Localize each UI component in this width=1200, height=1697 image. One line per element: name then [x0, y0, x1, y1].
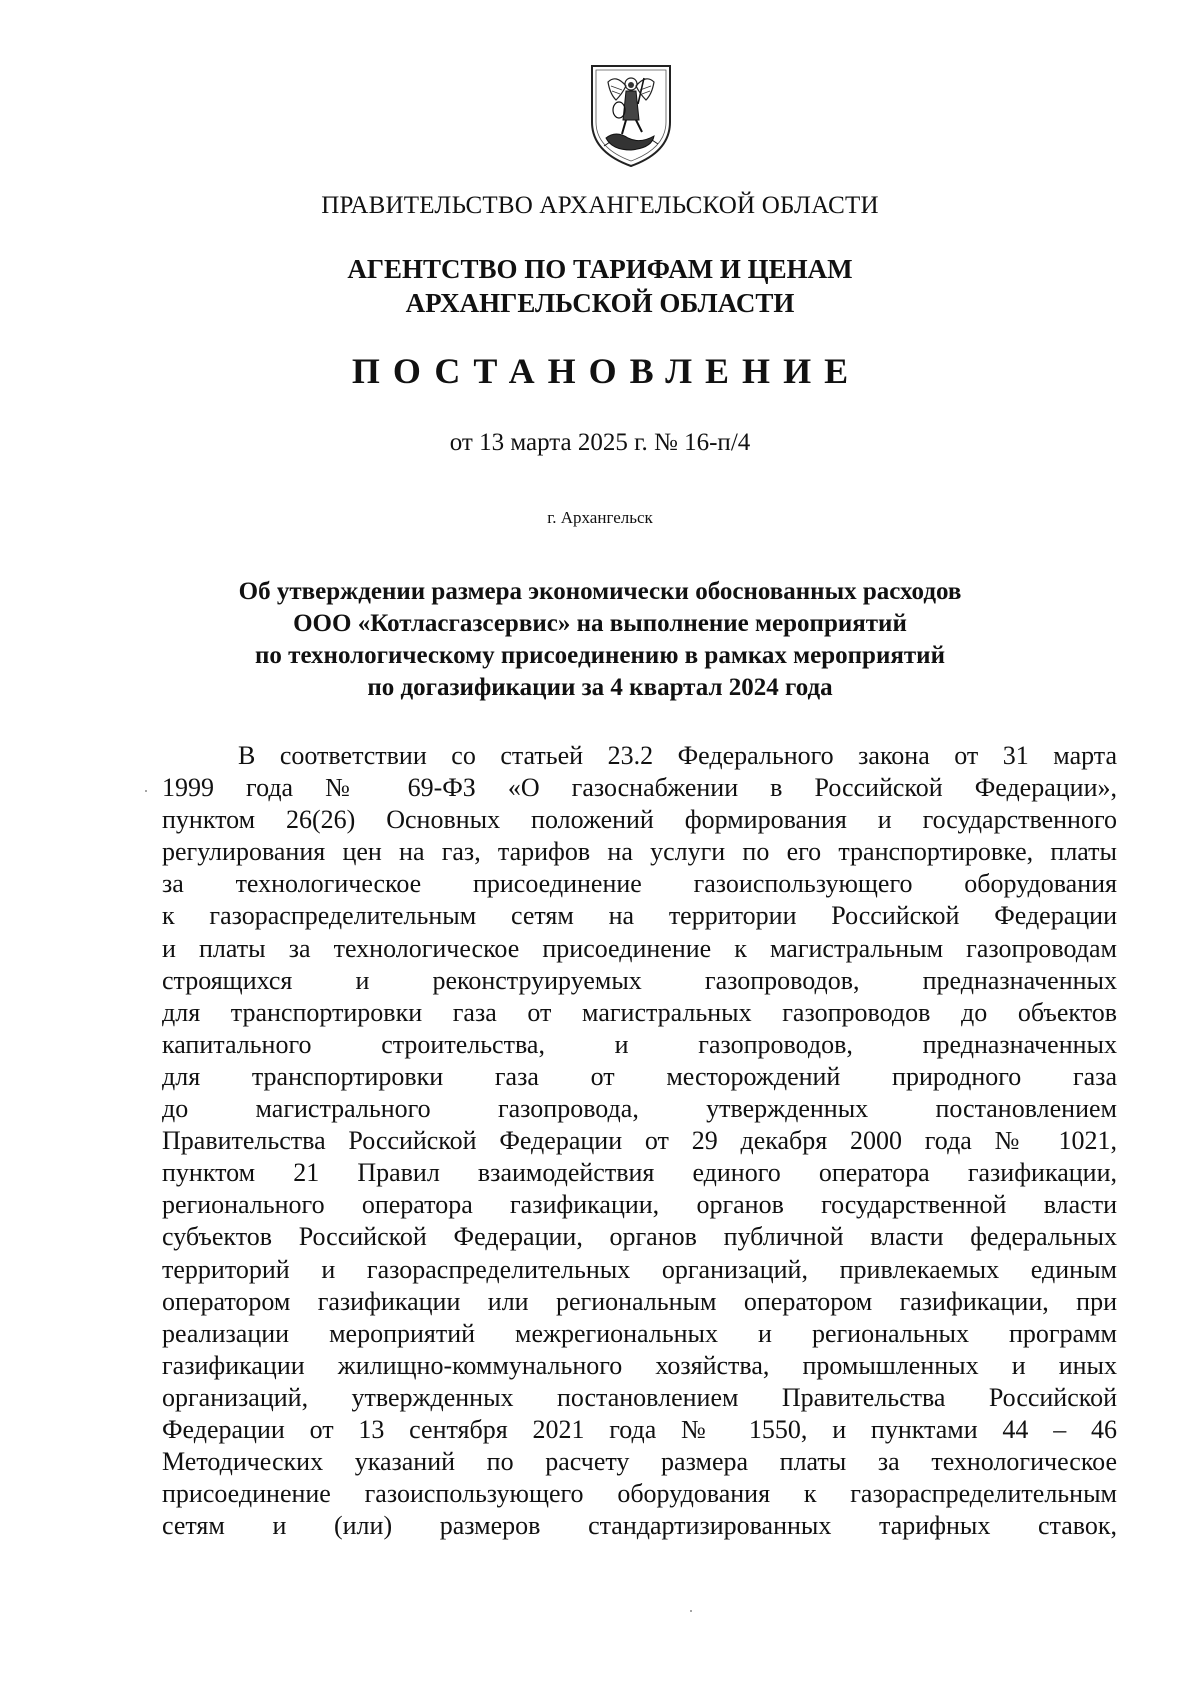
- title-line: ООО «Котласгазсервис» на выполнение мероприятий: [293, 610, 907, 637]
- body-line: строящихся и реконструируемых газопроводов, предназначенных: [162, 965, 1117, 995]
- body-line: реализации мероприятий межрегиональных и региональных программ: [162, 1318, 1117, 1348]
- coat-of-arms-emblem: [586, 60, 676, 170]
- body-line: к газораспределительным сетям на территории Российской Федерации: [162, 901, 1117, 931]
- body-line: для транспортировки газа от месторождений природного газа: [162, 1061, 1117, 1091]
- body-line: территорий и газораспределительных организаций, привлекаемых единым: [162, 1254, 1117, 1284]
- body-line: В соответствии со статьей 23.2 Федерального закона от 31 марта: [238, 741, 1117, 770]
- body-line: за технологическое присоединение газоиспользующего оборудования: [162, 869, 1117, 899]
- body-line: организаций, утвержденных постановлением Правительства Российской: [162, 1382, 1117, 1412]
- body-line: для транспортировки газа от магистральных газопроводов до объектов: [162, 997, 1117, 1027]
- agency-name-line: АГЕНТСТВО ПО ТАРИФАМ И ЦЕНАМ: [347, 254, 853, 284]
- title-line: по технологическому присоединению в рамках мероприятий: [255, 642, 945, 669]
- agency-name: [0, 252, 1200, 320]
- body-line: регулирования цен на газ, тарифов на услуги по его транспортировке, платы: [162, 837, 1117, 867]
- body-line: регионального оператора газификации, органов государственной власти: [162, 1190, 1117, 1220]
- date-and-number: от 13 марта 2025 г. № 16-п/4: [449, 429, 751, 456]
- body-line: до магистрального газопровода, утвержденных постановлением: [162, 1094, 1117, 1124]
- body-line: пунктом 21 Правил взаимодействия единого оператора газификации,: [162, 1158, 1117, 1188]
- body-line: 1999 года № 69-ФЗ «О газоснабжении в Российской Федерации»,: [162, 773, 1117, 803]
- city: г. Архангельск: [547, 508, 653, 527]
- body-paragraph: [162, 740, 1117, 1542]
- document-title: [0, 576, 1200, 704]
- title-line: Об утверждении размера экономически обоснованных расходов: [238, 578, 962, 605]
- body-line: сетям и (или) размеров стандартизированных тарифных ставок,: [162, 1511, 1117, 1541]
- body-line: Методических указаний по расчету размера платы за технологическое: [162, 1447, 1117, 1477]
- government-name: ПРАВИТЕЛЬСТВО АРХАНГЕЛЬСКОЙ ОБЛАСТИ: [321, 192, 879, 219]
- body-line: субъектов Российской Федерации, органов публичной власти федеральных: [162, 1222, 1117, 1252]
- scan-speck: [690, 1610, 692, 1612]
- body-line: и платы за технологическое присоединение к магистральным газопроводам: [162, 933, 1117, 963]
- body-line: Федерации от 13 сентября 2021 года № 1550, и пунктами 44 – 46: [162, 1414, 1117, 1444]
- scan-speck: [145, 790, 147, 792]
- title-line: по догазификации за 4 квартал 2024 года: [367, 674, 833, 701]
- body-line: капитального строительства, и газопроводов, предназначенных: [162, 1029, 1117, 1059]
- body-line: присоединение газоиспользующего оборудования к газораспределительным: [162, 1479, 1117, 1509]
- document-type-heading: ПОСТАНОВЛЕНИЕ: [351, 351, 862, 391]
- body-line: оператором газификации или региональным оператором газификации, при: [162, 1286, 1117, 1316]
- body-line: пунктом 26(26) Основных положений формирования и государственного: [162, 805, 1117, 835]
- body-line: газификации жилищно-коммунального хозяйства, промышленных и иных: [162, 1350, 1117, 1380]
- body-line: Правительства Российской Федерации от 29 декабря 2000 года № 1021,: [162, 1126, 1117, 1156]
- agency-name-line: АРХАНГЕЛЬСКОЙ ОБЛАСТИ: [405, 288, 795, 318]
